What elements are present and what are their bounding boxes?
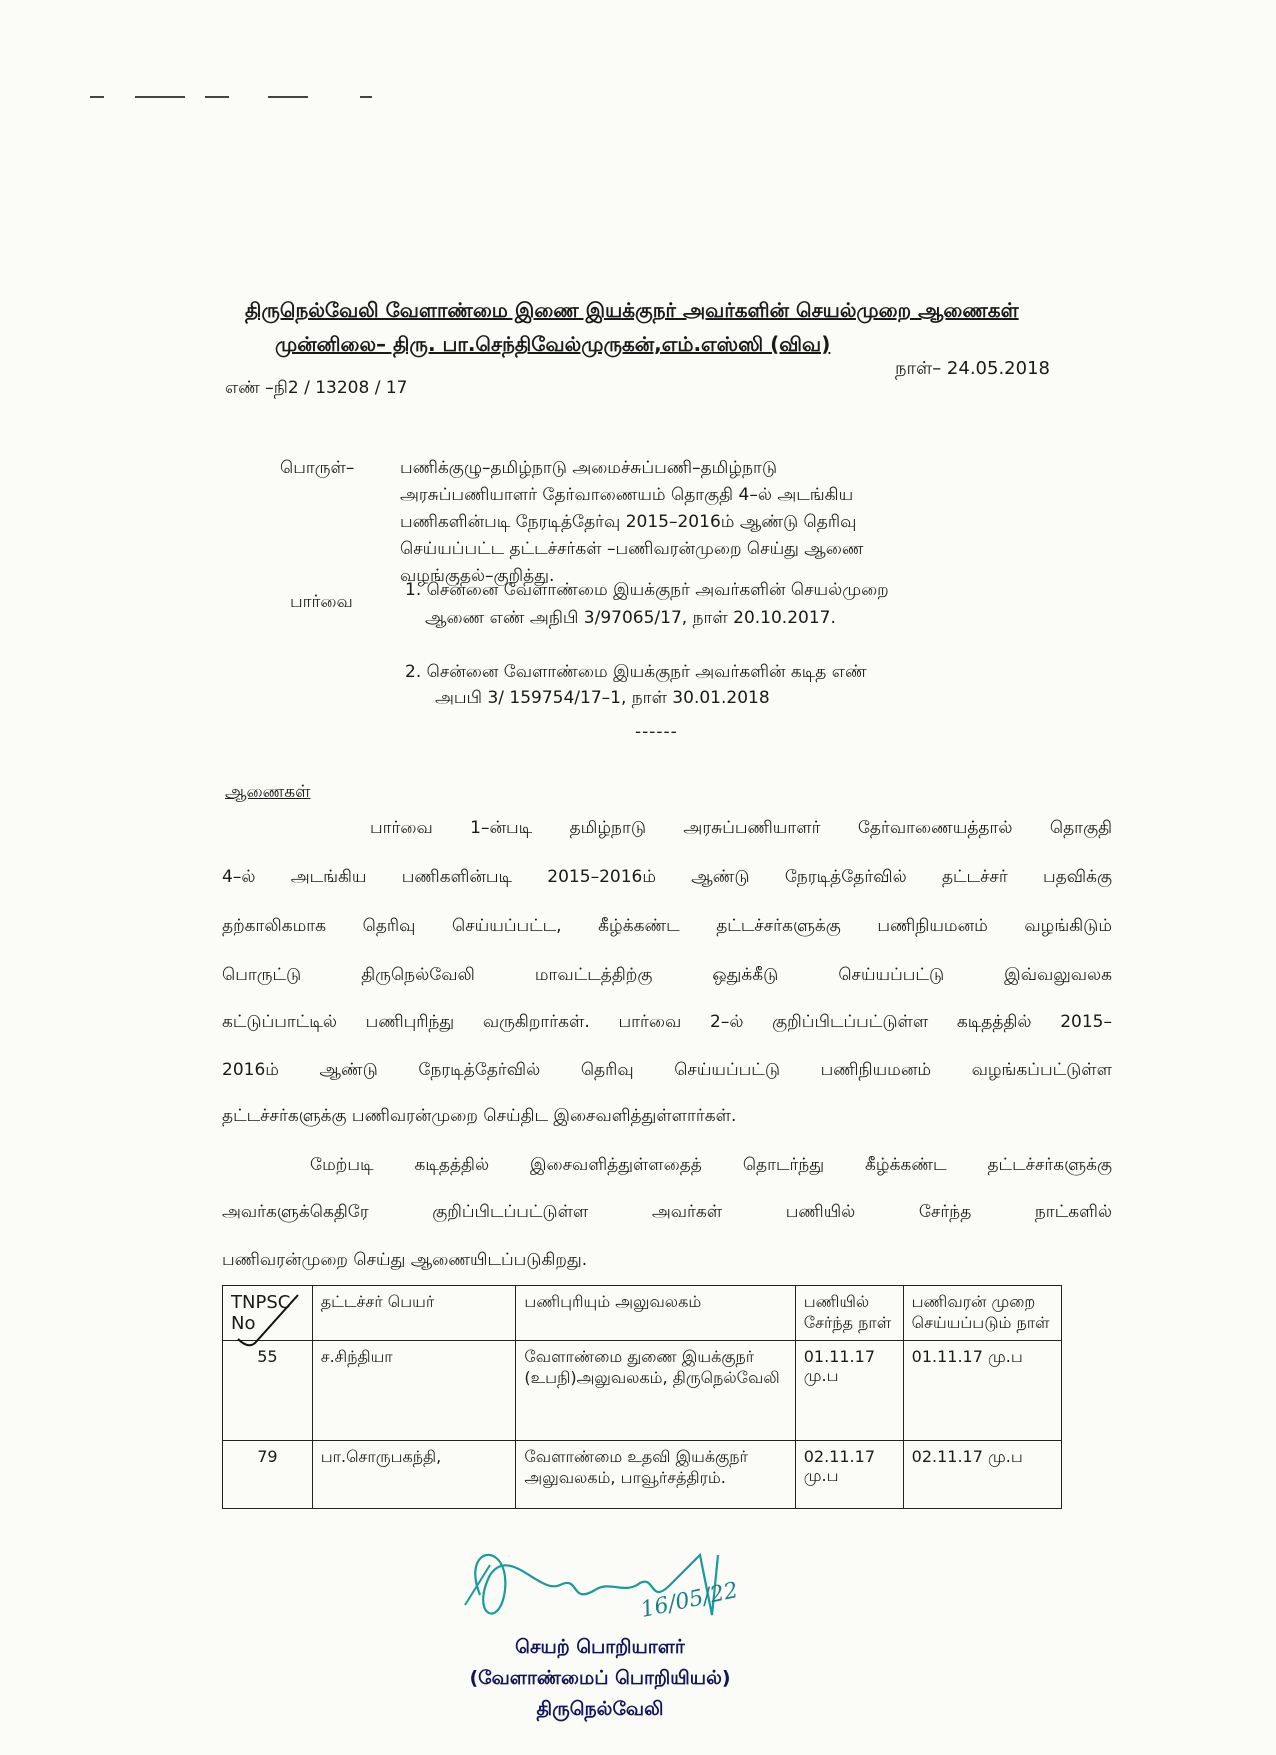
separator: ------ — [635, 722, 678, 742]
read-item-1: 1. சென்னை வேளாண்மை இயக்குநர் அவர்களின் செயல்முறை — [405, 580, 889, 600]
joined-date: 01.11.17 மு.ப — [795, 1341, 903, 1441]
subject-line: வழங்குதல்–குறித்து. — [400, 566, 555, 586]
signature-date: 16/05/22 — [638, 1578, 741, 1623]
presiding-officer: முன்னிலை– திரு. பா.செந்திவேல்முருகன்,எம்.எஸ்ஸி (விவ) — [275, 332, 831, 356]
paragraph-line: மேற்படி கடிதத்தில் இசைவளித்துள்ளதைத் தொடர்ந்து கீழ்க்கண்ட தட்டச்சர்களுக்கு — [310, 1155, 1112, 1175]
regularised-date: 02.11.17 மு.ப — [903, 1441, 1061, 1509]
signatory-block — [430, 1630, 770, 1729]
subject-label: பொருள்– — [280, 458, 355, 478]
paragraph-line: பார்வை 1–ன்படி தமிழ்நாடு அரசுப்பணியாளர் தேர்வாணையத்தால் தொகுதி — [370, 818, 1112, 838]
read-item-2: 2. சென்னை வேளாண்மை இயக்குநர் அவர்களின் கடித எண் — [405, 662, 867, 682]
col-header-tnpsc: TNPSC No — [223, 1286, 313, 1341]
reference-number: எண் –நி2 / 13208 / 17 — [225, 378, 408, 398]
paragraph-line: அவர்களுக்கெதிரே குறிப்பிடப்பட்டுள்ள அவர்கள் பணியில் சேர்ந்த நாட்களில் — [222, 1202, 1112, 1222]
read-item-2-detail: அபபி 3/ 159754/17–1, நாள் 30.01.2018 — [435, 688, 770, 708]
signatory-designation: செயற் பொறியாளர் — [515, 1636, 685, 1658]
tnpsc-no: 79 — [223, 1441, 313, 1509]
tnpsc-no: 55 — [257, 1347, 278, 1366]
regularisation-table — [222, 1285, 1062, 1509]
table-header-row — [223, 1286, 1062, 1341]
regularised-date: 01.11.17 மு.ப — [903, 1341, 1061, 1441]
table-row — [223, 1441, 1062, 1509]
subject-line: பணிகளின்படி நேரடித்தேர்வு 2015–2016ம் ஆண்டு தெரிவு — [400, 512, 857, 532]
col-header-name: தட்டச்சர் பெயர் — [312, 1286, 516, 1341]
subject-line: செய்யப்பட்ட தட்டச்சர்கள் –பணிவரன்முறை செய்து ஆணை — [400, 539, 864, 559]
paragraph-line: 4–ல் அடங்கிய பணிகளின்படி 2015–2016ம் ஆண்டு நேரடித்தேர்வில் தட்டச்சர் பதவிக்கு — [222, 867, 1112, 887]
read-label: பார்வை — [290, 592, 353, 612]
office: வேளாண்மை உதவி இயக்குநர் அலுவலகம், பாவூர்சத்திரம். — [516, 1441, 795, 1509]
paragraph-line: தட்டச்சர்களுக்கு பணிவரன்முறை செய்திட இசைவளித்துள்ளார்கள். — [222, 1106, 737, 1126]
paragraph-line: தற்காலிகமாக தெரிவு செய்யப்பட்ட, கீழ்க்கண்ட தட்டச்சர்களுக்கு பணிநியமனம் வழங்கிடும் — [222, 916, 1112, 936]
scan-mark — [135, 96, 185, 98]
scan-mark — [360, 96, 372, 98]
subject-line: அரசுப்பணியாளர் தேர்வாணையம் தொகுதி 4–ல் அடங்கிய — [400, 485, 854, 505]
tick-mark-icon — [233, 1291, 303, 1351]
paragraph-line: கட்டுப்பாட்டில் பணிபுரிந்து வருகிறார்கள். பார்வை 2–ல் குறிப்பிடப்பட்டுள்ள கடிதத்தில் 2015– — [222, 1012, 1112, 1032]
read-item-1-detail: ஆணை எண் அநிபி 3/97065/17, நாள் 20.10.2017. — [425, 608, 836, 628]
subject-line: பணிக்குழு–தமிழ்நாடு அமைச்சுப்பணி–தமிழ்நாடு — [400, 458, 778, 478]
col-header-office: பணிபுரியும் அலுவலகம் — [516, 1286, 795, 1341]
signatory-place: திருநெல்வேலி — [536, 1698, 664, 1720]
signatory-department: (வேளாண்மைப் பொறியியல்) — [469, 1667, 731, 1689]
col-header-regularised: பணிவரன் முறை செய்யப்படும் நாள் — [903, 1286, 1061, 1341]
orders-heading: ஆணைகள் — [225, 782, 311, 802]
paragraph-line: பொருட்டு திருநெல்வேலி மாவட்டத்திற்கு ஒதுக்கீடு செய்யப்பட்டு இவ்வலுவலக — [222, 965, 1112, 985]
office: வேளாண்மை துணை இயக்குநர் (உபநி)அலுவலகம், திருநெல்வேலி — [516, 1341, 795, 1441]
order-date: நாள்– 24.05.2018 — [895, 358, 1050, 379]
scan-mark — [268, 96, 308, 98]
scan-mark — [90, 96, 104, 98]
order-title: திருநெல்வேலி வேளாண்மை இணை இயக்குநர் அவர்களின் செயல்முறை ஆணைகள் — [245, 298, 1019, 322]
table-row — [223, 1341, 1062, 1441]
typist-name: ச.சிந்தியா — [312, 1341, 516, 1441]
typist-name: பா.சொருபகந்தி, — [312, 1441, 516, 1509]
paragraph-line: பணிவரன்முறை செய்து ஆணையிடப்படுகிறது. — [222, 1250, 588, 1270]
paragraph-line: 2016ம் ஆண்டு நேரடித்தேர்வில் தெரிவு செய்யப்பட்டு பணிநியமனம் வழங்கப்பட்டுள்ள — [222, 1060, 1112, 1080]
scan-mark — [205, 96, 229, 98]
col-header-joined: பணியில் சேர்ந்த நாள் — [795, 1286, 903, 1341]
joined-date: 02.11.17 மு.ப — [795, 1441, 903, 1509]
